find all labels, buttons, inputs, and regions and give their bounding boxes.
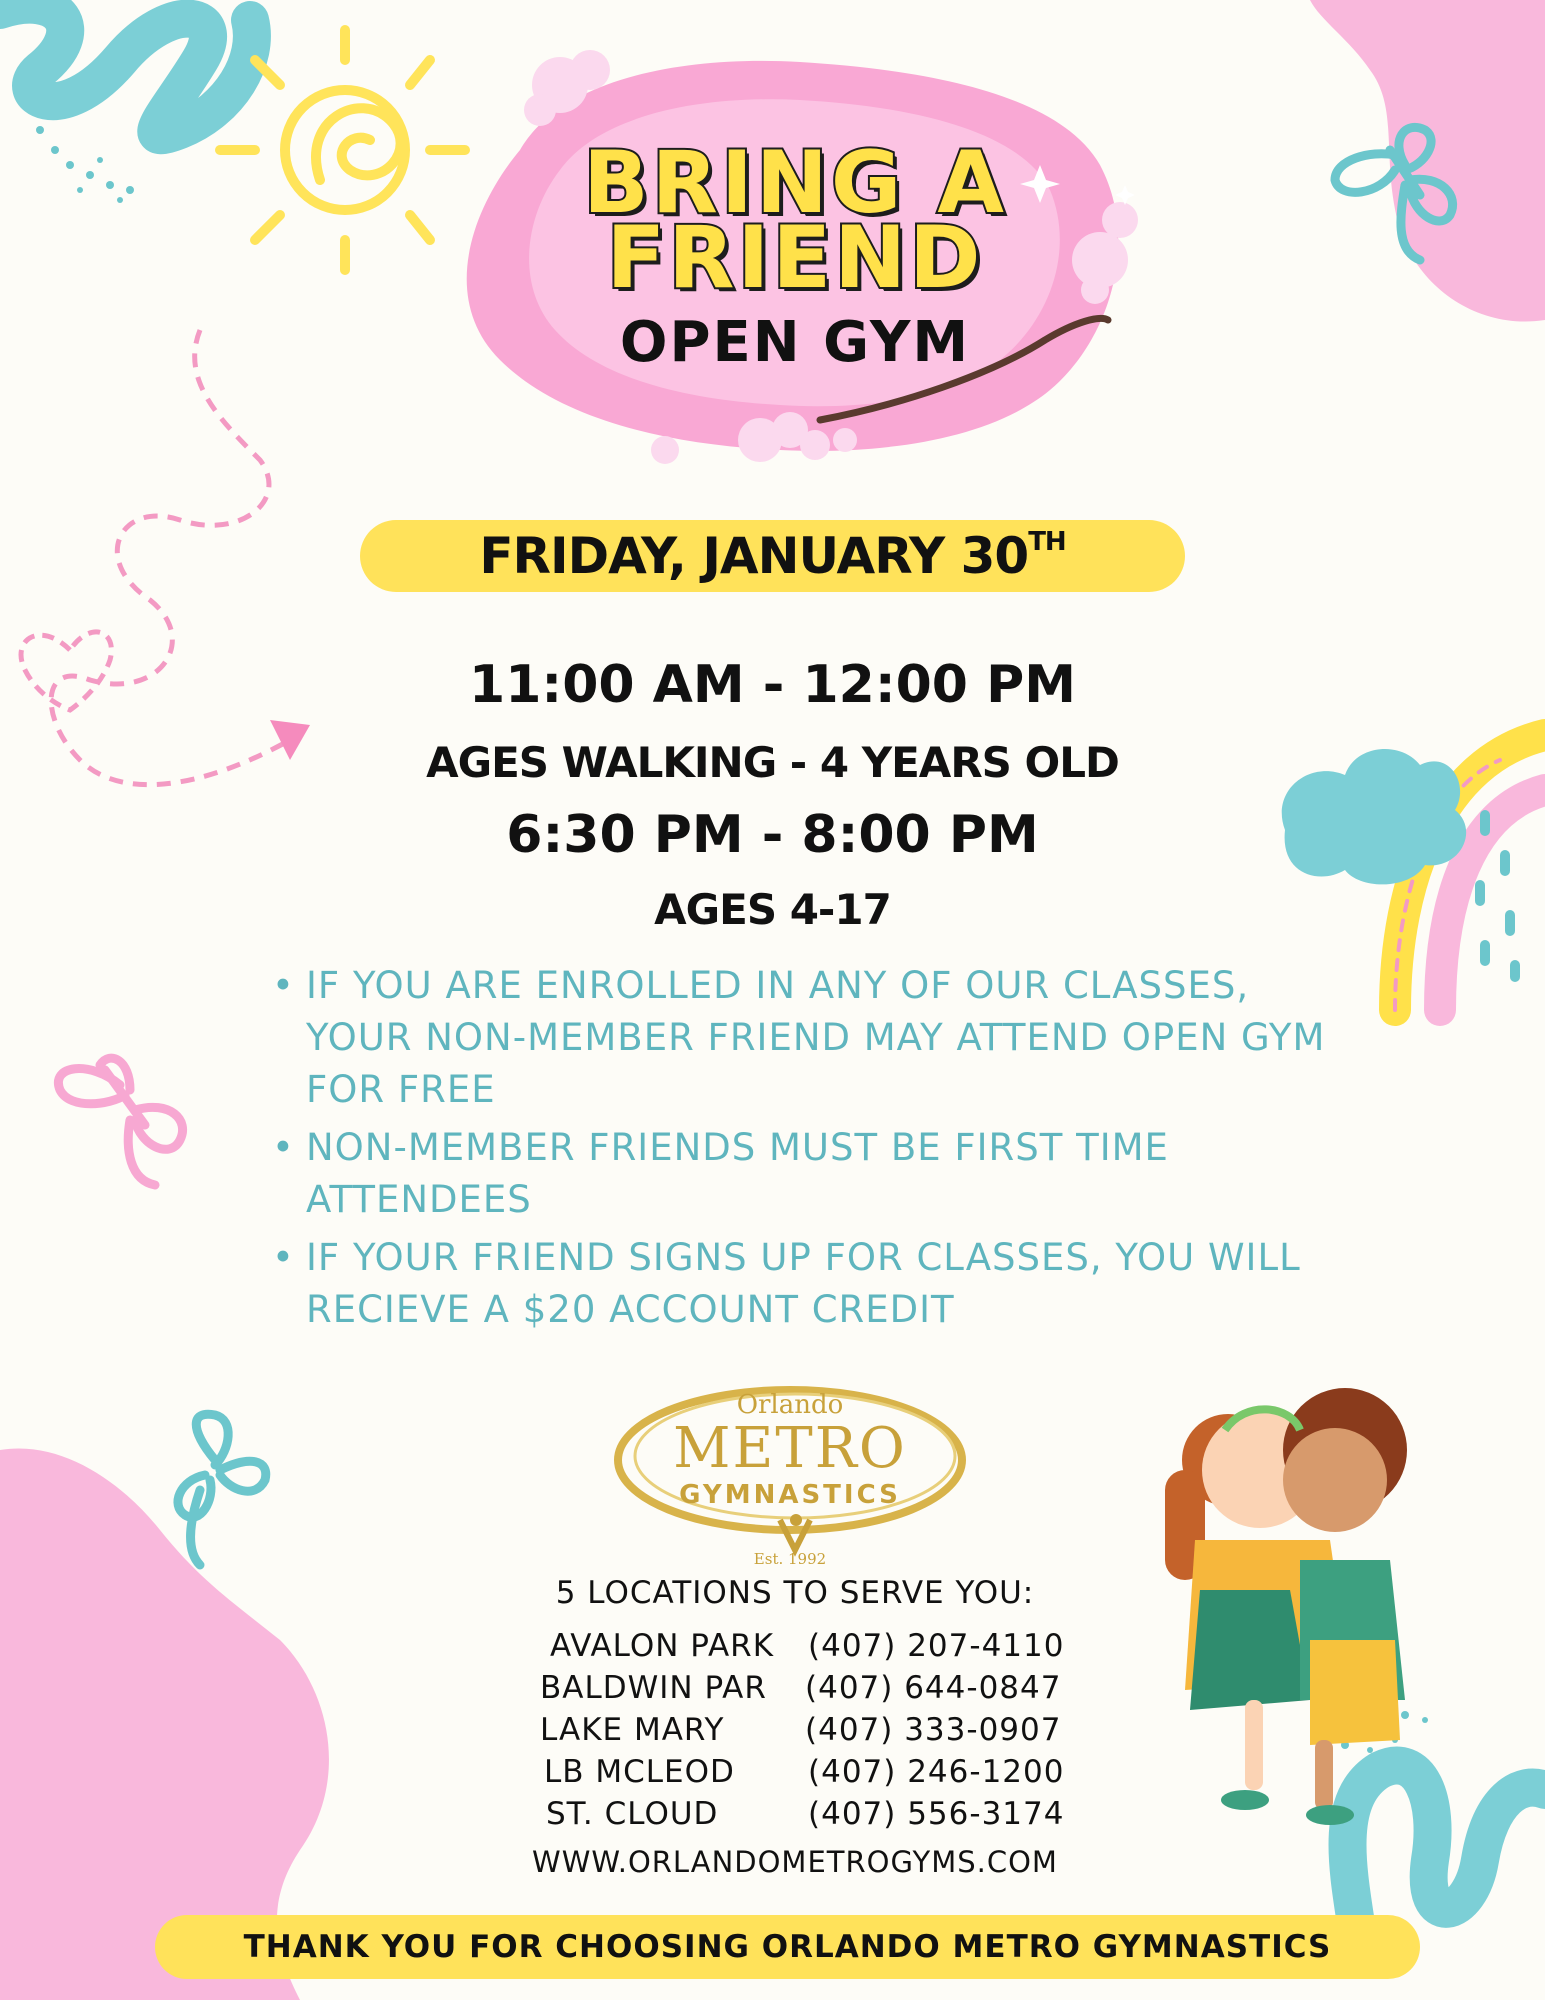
locations-heading: 5 LOCATIONS TO SERVE YOU: <box>555 1575 1035 1611</box>
session-1-time: 11:00 AM - 12:00 PM <box>469 655 1076 715</box>
title-line-2: FRIEND <box>606 208 984 308</box>
sun-illustration <box>220 30 465 270</box>
location-row <box>540 1754 1100 1796</box>
date-text <box>360 520 1185 592</box>
teal-dots-top-left <box>36 126 134 203</box>
location-phone: (407) 556-3174 <box>808 1796 1065 1832</box>
teal-scribble-top-left <box>0 5 252 136</box>
location-phone: (407) 246-1200 <box>808 1754 1065 1790</box>
thank-you-banner <box>155 1915 1420 1979</box>
location-name: LB MCLEOD <box>544 1754 735 1790</box>
rules-list <box>270 960 1350 1342</box>
title-section <box>455 80 1135 460</box>
rule-item: • NON-MEMBER FRIENDS MUST BE FIRST TIME ATTENDEES <box>270 1122 1350 1226</box>
logo-est-text: Est. 1992 <box>753 1550 827 1568</box>
location-name: ST. CLOUD <box>546 1796 719 1832</box>
orlando-metro-gymnastics-logo <box>600 1380 980 1570</box>
title-subtitle: OPEN GYM <box>619 310 971 375</box>
session-1-ages: AGES WALKING - 4 YEARS OLD <box>426 738 1119 787</box>
title-line-1: BRING A <box>583 133 1007 233</box>
date-suffix: TH <box>1028 527 1066 557</box>
location-row <box>540 1670 1100 1712</box>
rule-item: • IF YOU ARE ENROLLED IN ANY OF OUR CLASSES, YOUR NON-MEMBER FRIEND MAY ATTEND OPEN GYM FOR FREE <box>270 960 1350 1116</box>
dashed-path <box>51 330 290 785</box>
location-row <box>540 1796 1100 1838</box>
location-phone: (407) 207-4110 <box>808 1628 1065 1664</box>
teal-butterfly-bottom-left <box>178 1414 266 1565</box>
website-link[interactable]: WWW.ORLANDOMETROGYMS.COM <box>532 1845 1058 1879</box>
rule-item: • IF YOUR FRIEND SIGNS UP FOR CLASSES, YOU WILL RECIEVE A $20 ACCOUNT CREDIT <box>270 1232 1350 1336</box>
date-banner <box>360 520 1185 592</box>
location-name: BALDWIN PAR <box>540 1670 767 1706</box>
thank-you-text: THANK YOU FOR CHOOSING ORLANDO METRO GYMNASTICS <box>243 1929 1332 1965</box>
logo-top-text: Orlando <box>736 1390 844 1420</box>
location-row <box>540 1712 1100 1754</box>
date-main: FRIDAY, JANUARY 30 <box>479 527 1029 585</box>
location-phone: (407) 333-0907 <box>805 1712 1062 1748</box>
logo-middle-text: METRO <box>673 1416 907 1481</box>
logo-bottom-text: GYMNASTICS <box>679 1480 901 1510</box>
session-2-ages: AGES 4-17 <box>654 885 891 934</box>
pink-butterfly-left <box>58 1058 182 1185</box>
location-name: LAKE MARY <box>540 1712 725 1748</box>
session-2-time: 6:30 PM - 8:00 PM <box>506 805 1039 865</box>
location-row <box>540 1628 1100 1670</box>
location-phone: (407) 644-0847 <box>805 1670 1062 1706</box>
location-name: AVALON PARK <box>550 1628 775 1664</box>
